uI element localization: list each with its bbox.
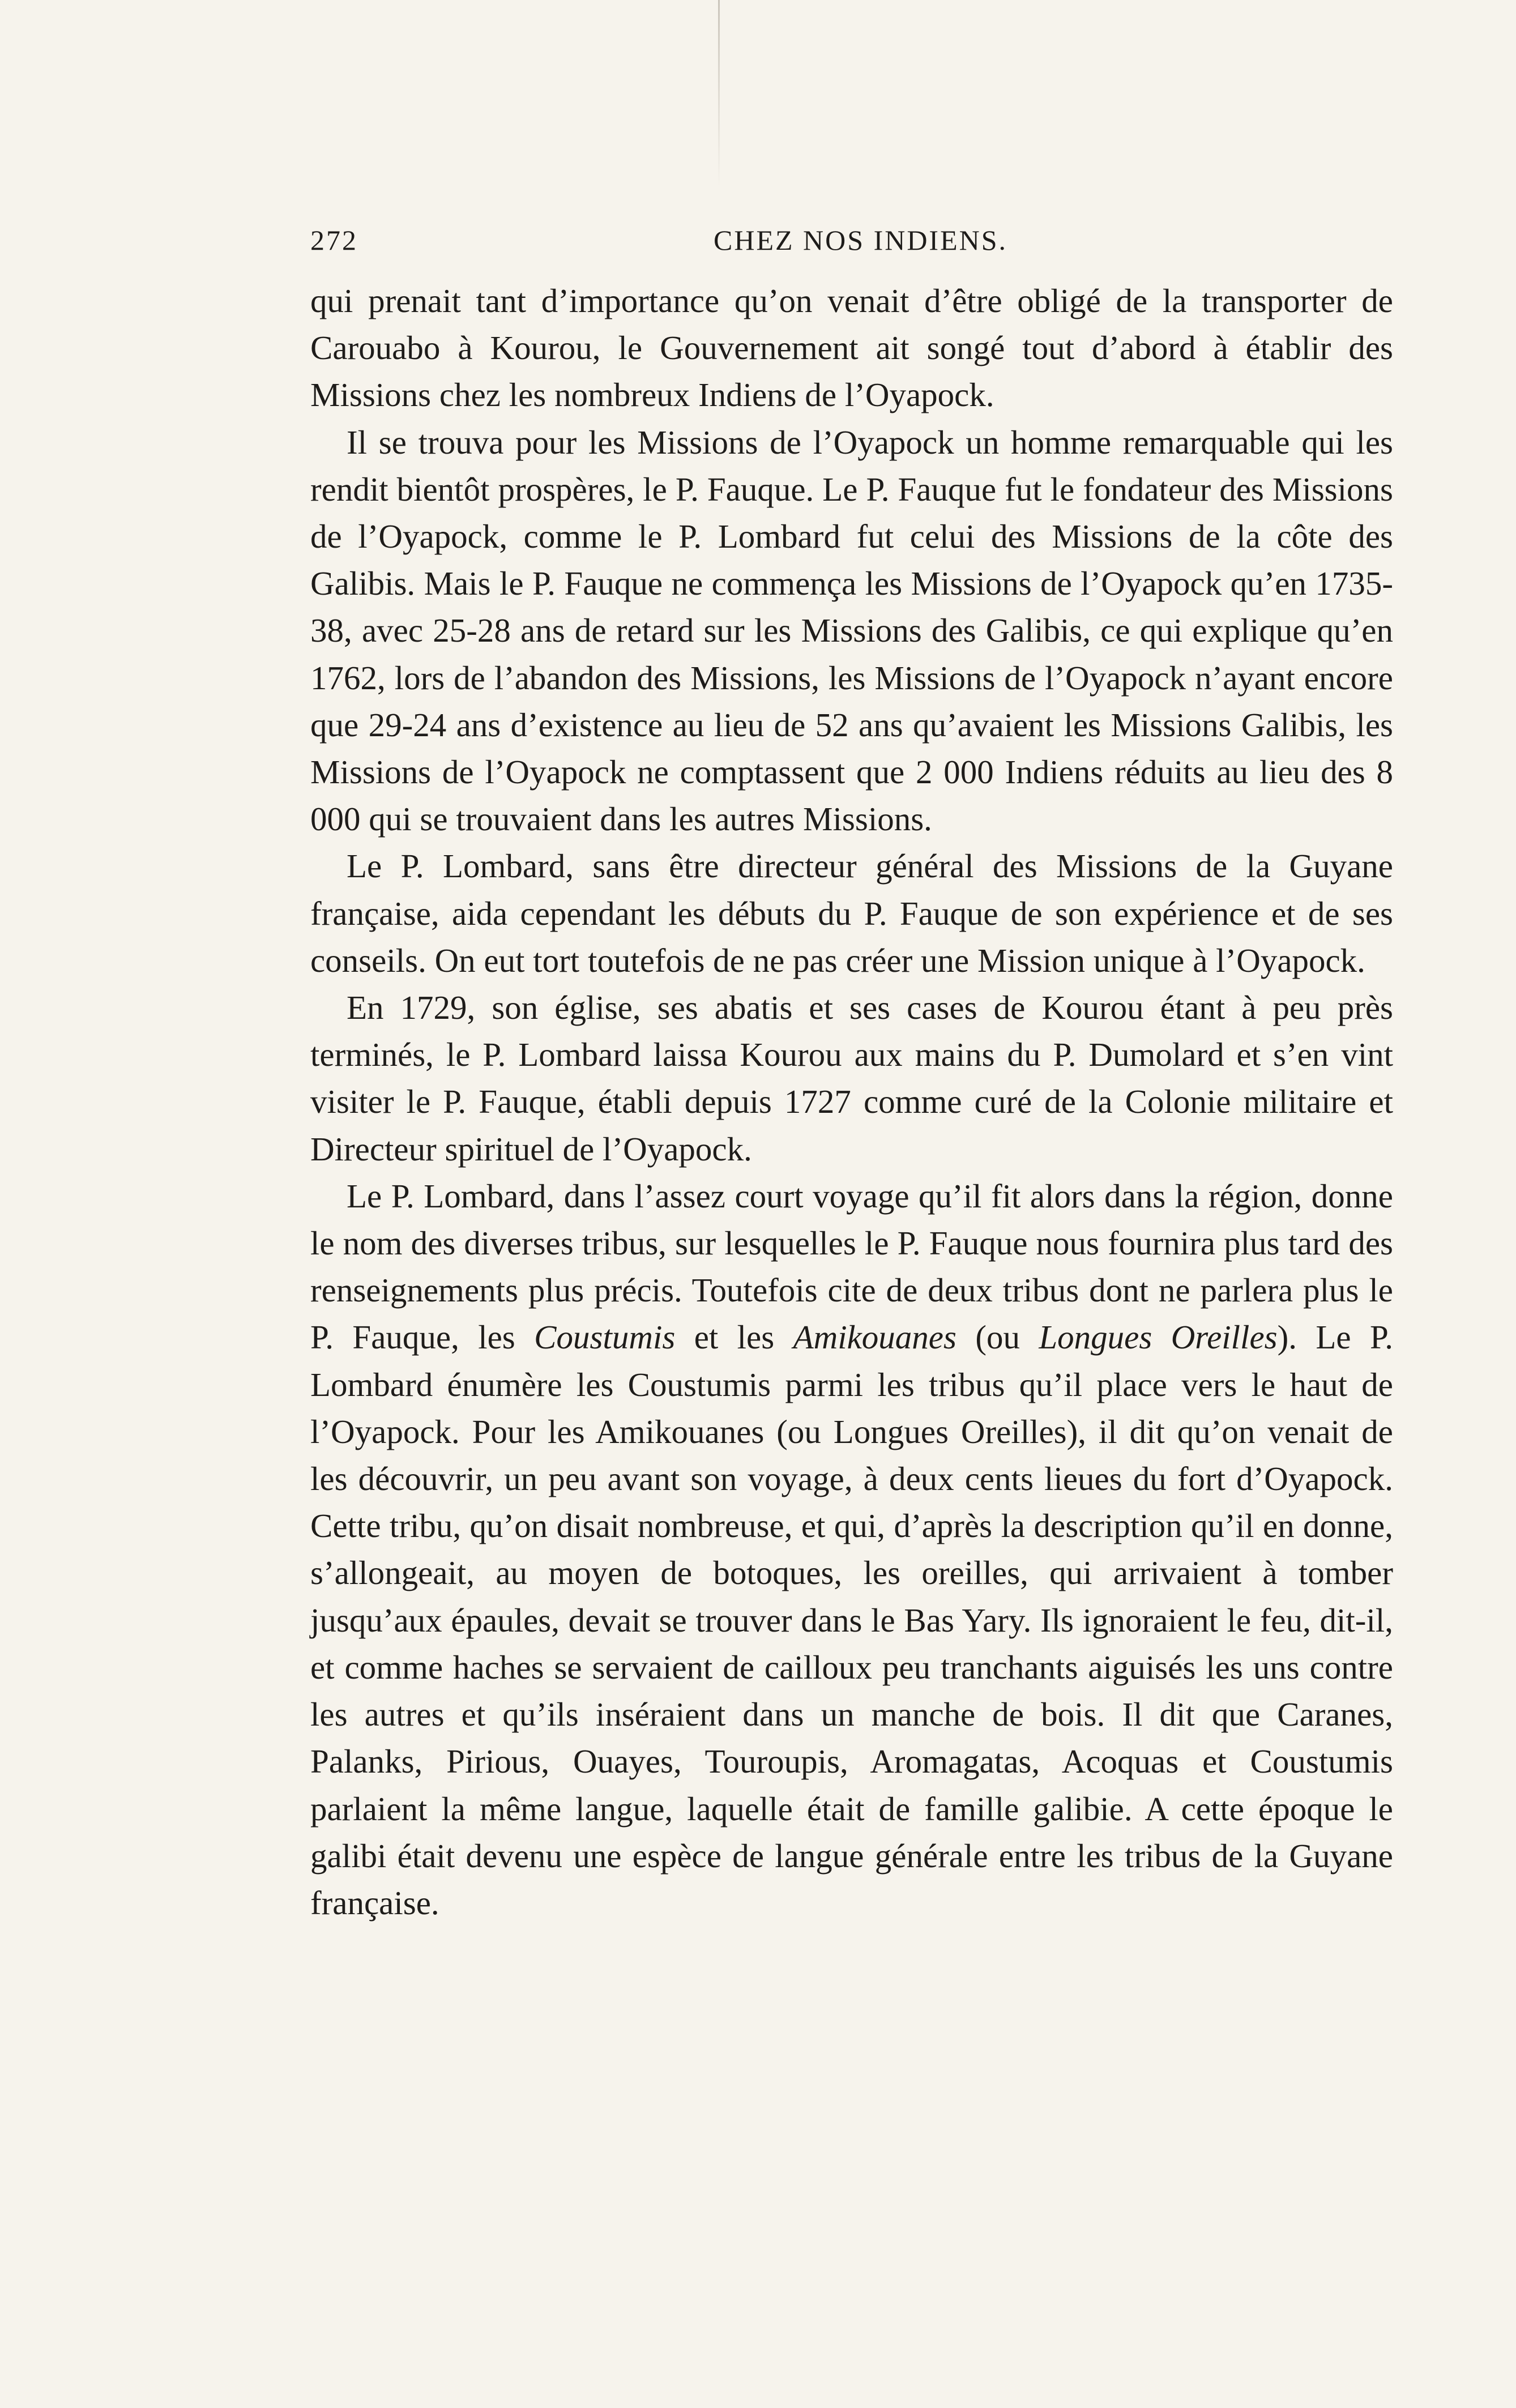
italic-coustumis: Coustumis <box>534 1318 676 1356</box>
paragraph-4: En 1729, son église, ses abatis et ses cases de Kourou étant à peu près terminés, le P. Lombard laissa Kourou aux mains du P. Dumolard et s’en vint visiter le P. Fauque, établi depuis 1727 comme curé de la Colonie militaire et Directeur spirituel de l’Oyapock. <box>310 989 1393 1168</box>
paragraph-5-text-b: et les <box>675 1318 793 1356</box>
italic-amikouanes: Amikouanes <box>793 1318 956 1356</box>
paragraph-5 <box>310 1173 1393 1927</box>
italic-longues-oreilles: Longues Oreilles <box>1039 1318 1278 1356</box>
paragraph-5-text-c: (ou <box>956 1318 1039 1356</box>
running-title: CHEZ NOS INDIENS. <box>714 224 1008 256</box>
paragraph-5-text-a: Le P. Lombard, dans l’assez court voyage qu’il fit alors dans la région, donne le nom des diverses tribus, sur lesquelles le P. Fauque nous fournira plus tard des renseignements plus précis. Toutefois cite de deux tribus dont ne parlera plus le P. Fauque, les <box>310 1177 1393 1356</box>
page-number: 272 <box>310 224 358 256</box>
running-header <box>310 224 1273 263</box>
paragraph-1: qui prenait tant d’importance qu’on venait d’être obligé de la transporter de Carouabo à Kourou, le Gouvernement ait songé tout d’abord à établir des Missions chez les nombreux Indiens de l’Oyapock. <box>310 282 1393 414</box>
paragraph-3: Le P. Lombard, sans être directeur général des Missions de la Guyane française, aida cependant les débuts du P. Fauque de son expérience et de ses conseils. On eut tort toutefois de ne pas créer une Mission unique à l’Oyapock. <box>310 847 1393 979</box>
page-fold-mark <box>718 0 720 187</box>
body-text <box>310 277 1393 1927</box>
paragraph-5-text-d: ). Le P. Lombard énumère les Coustumis parmi les tribus qu’il place vers le haut de l’Oyapock. Pour les Amikouanes (ou Longues Oreilles), il dit qu’on venait de les découvrir, un peu avant son voyage, à deux cents lieues du fort d’Oyapock. Cette tribu, qu’on disait nombreuse, et qui, d’après la description qu’il en donne, s’allongeait, au moyen de botoques, les oreilles, qui arrivaient à tomber jusqu’aux épaules, devait se trouver dans le Bas Yary. Ils ignoraient le feu, dit-il, et comme haches se servaient de cailloux peu tranchants aiguisés les uns contre les autres et qu’ils inséraient dans un manche de bois. Il dit que Caranes, Palanks, Pirious, Ouayes, Touroupis, Aromagatas, Acoquas et Coustumis parlaient la même langue, laquelle était de famille galibie. A cette époque le galibi était devenu une espèce de langue générale entre les tribus de la Guyane française. <box>310 1318 1393 1922</box>
paragraph-2: Il se trouva pour les Missions de l’Oyapock un homme remarquable qui les rendit bientôt prospères, le P. Fauque. Le P. Fauque fut le fondateur des Missions de l’Oyapock, comme le P. Lombard fut celui des Missions de la côte des Galibis. Mais le P. Fauque ne commença les Missions de l’Oyapock qu’en 1735-38, avec 25-28 ans de retard sur les Missions des Galibis, ce qui explique qu’en 1762, lors de l’abandon des Missions, les Missions de l’Oyapock n’ayant encore que 29-24 ans d’existence au lieu de 52 ans qu’avaient les Missions Galibis, les Missions de l’Oyapock ne comptassent que 2 000 Indiens réduits au lieu des 8 000 qui se trouvaient dans les autres Missions. <box>310 423 1393 838</box>
